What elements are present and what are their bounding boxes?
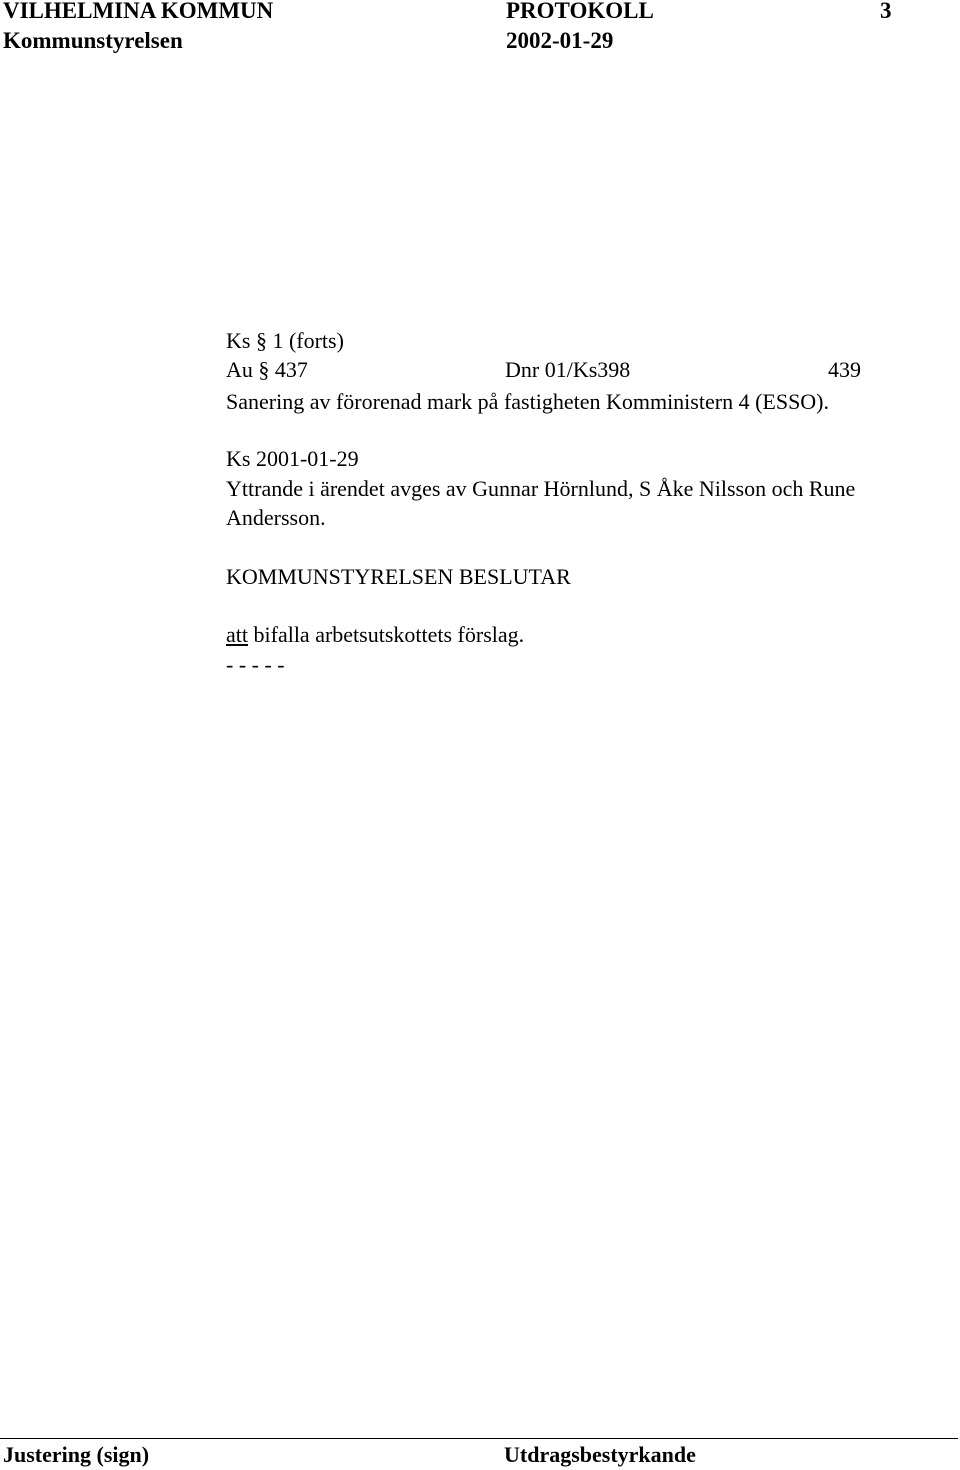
document-type: PROTOKOLL [506,0,654,23]
item-subject: Sanering av förorenad mark på fastigheten Komministern 4 (ESSO). [226,389,830,414]
end-marker: - - - - - [226,652,285,677]
decision-att: att [226,622,248,647]
page-number: 3 [880,0,892,23]
section-reference: Ks § 1 (forts) [226,328,344,353]
utdrag-label: Utdragsbestyrkande [504,1442,696,1467]
ks-date: Ks 2001-01-29 [226,446,359,471]
decision-line [226,622,524,648]
decision-heading: KOMMUNSTYRELSEN BESLUTAR [226,564,571,589]
statement-line-1: Yttrande i ärendet avges av Gunnar Hörnlund, S Åke Nilsson och Rune [226,476,856,501]
reference-number: 439 [828,357,861,382]
au-reference: Au § 437 [226,357,308,382]
committee-name: Kommunstyrelsen [3,28,183,53]
diary-number: Dnr 01/Ks398 [505,357,631,382]
meeting-date: 2002-01-29 [506,28,614,53]
statement-line-2: Andersson. [226,505,326,530]
footer-divider [0,1438,958,1439]
municipality-name: VILHELMINA KOMMUN [3,0,274,23]
decision-text: bifalla arbetsutskottets förslag. [248,622,525,647]
justering-label: Justering (sign) [3,1442,150,1467]
